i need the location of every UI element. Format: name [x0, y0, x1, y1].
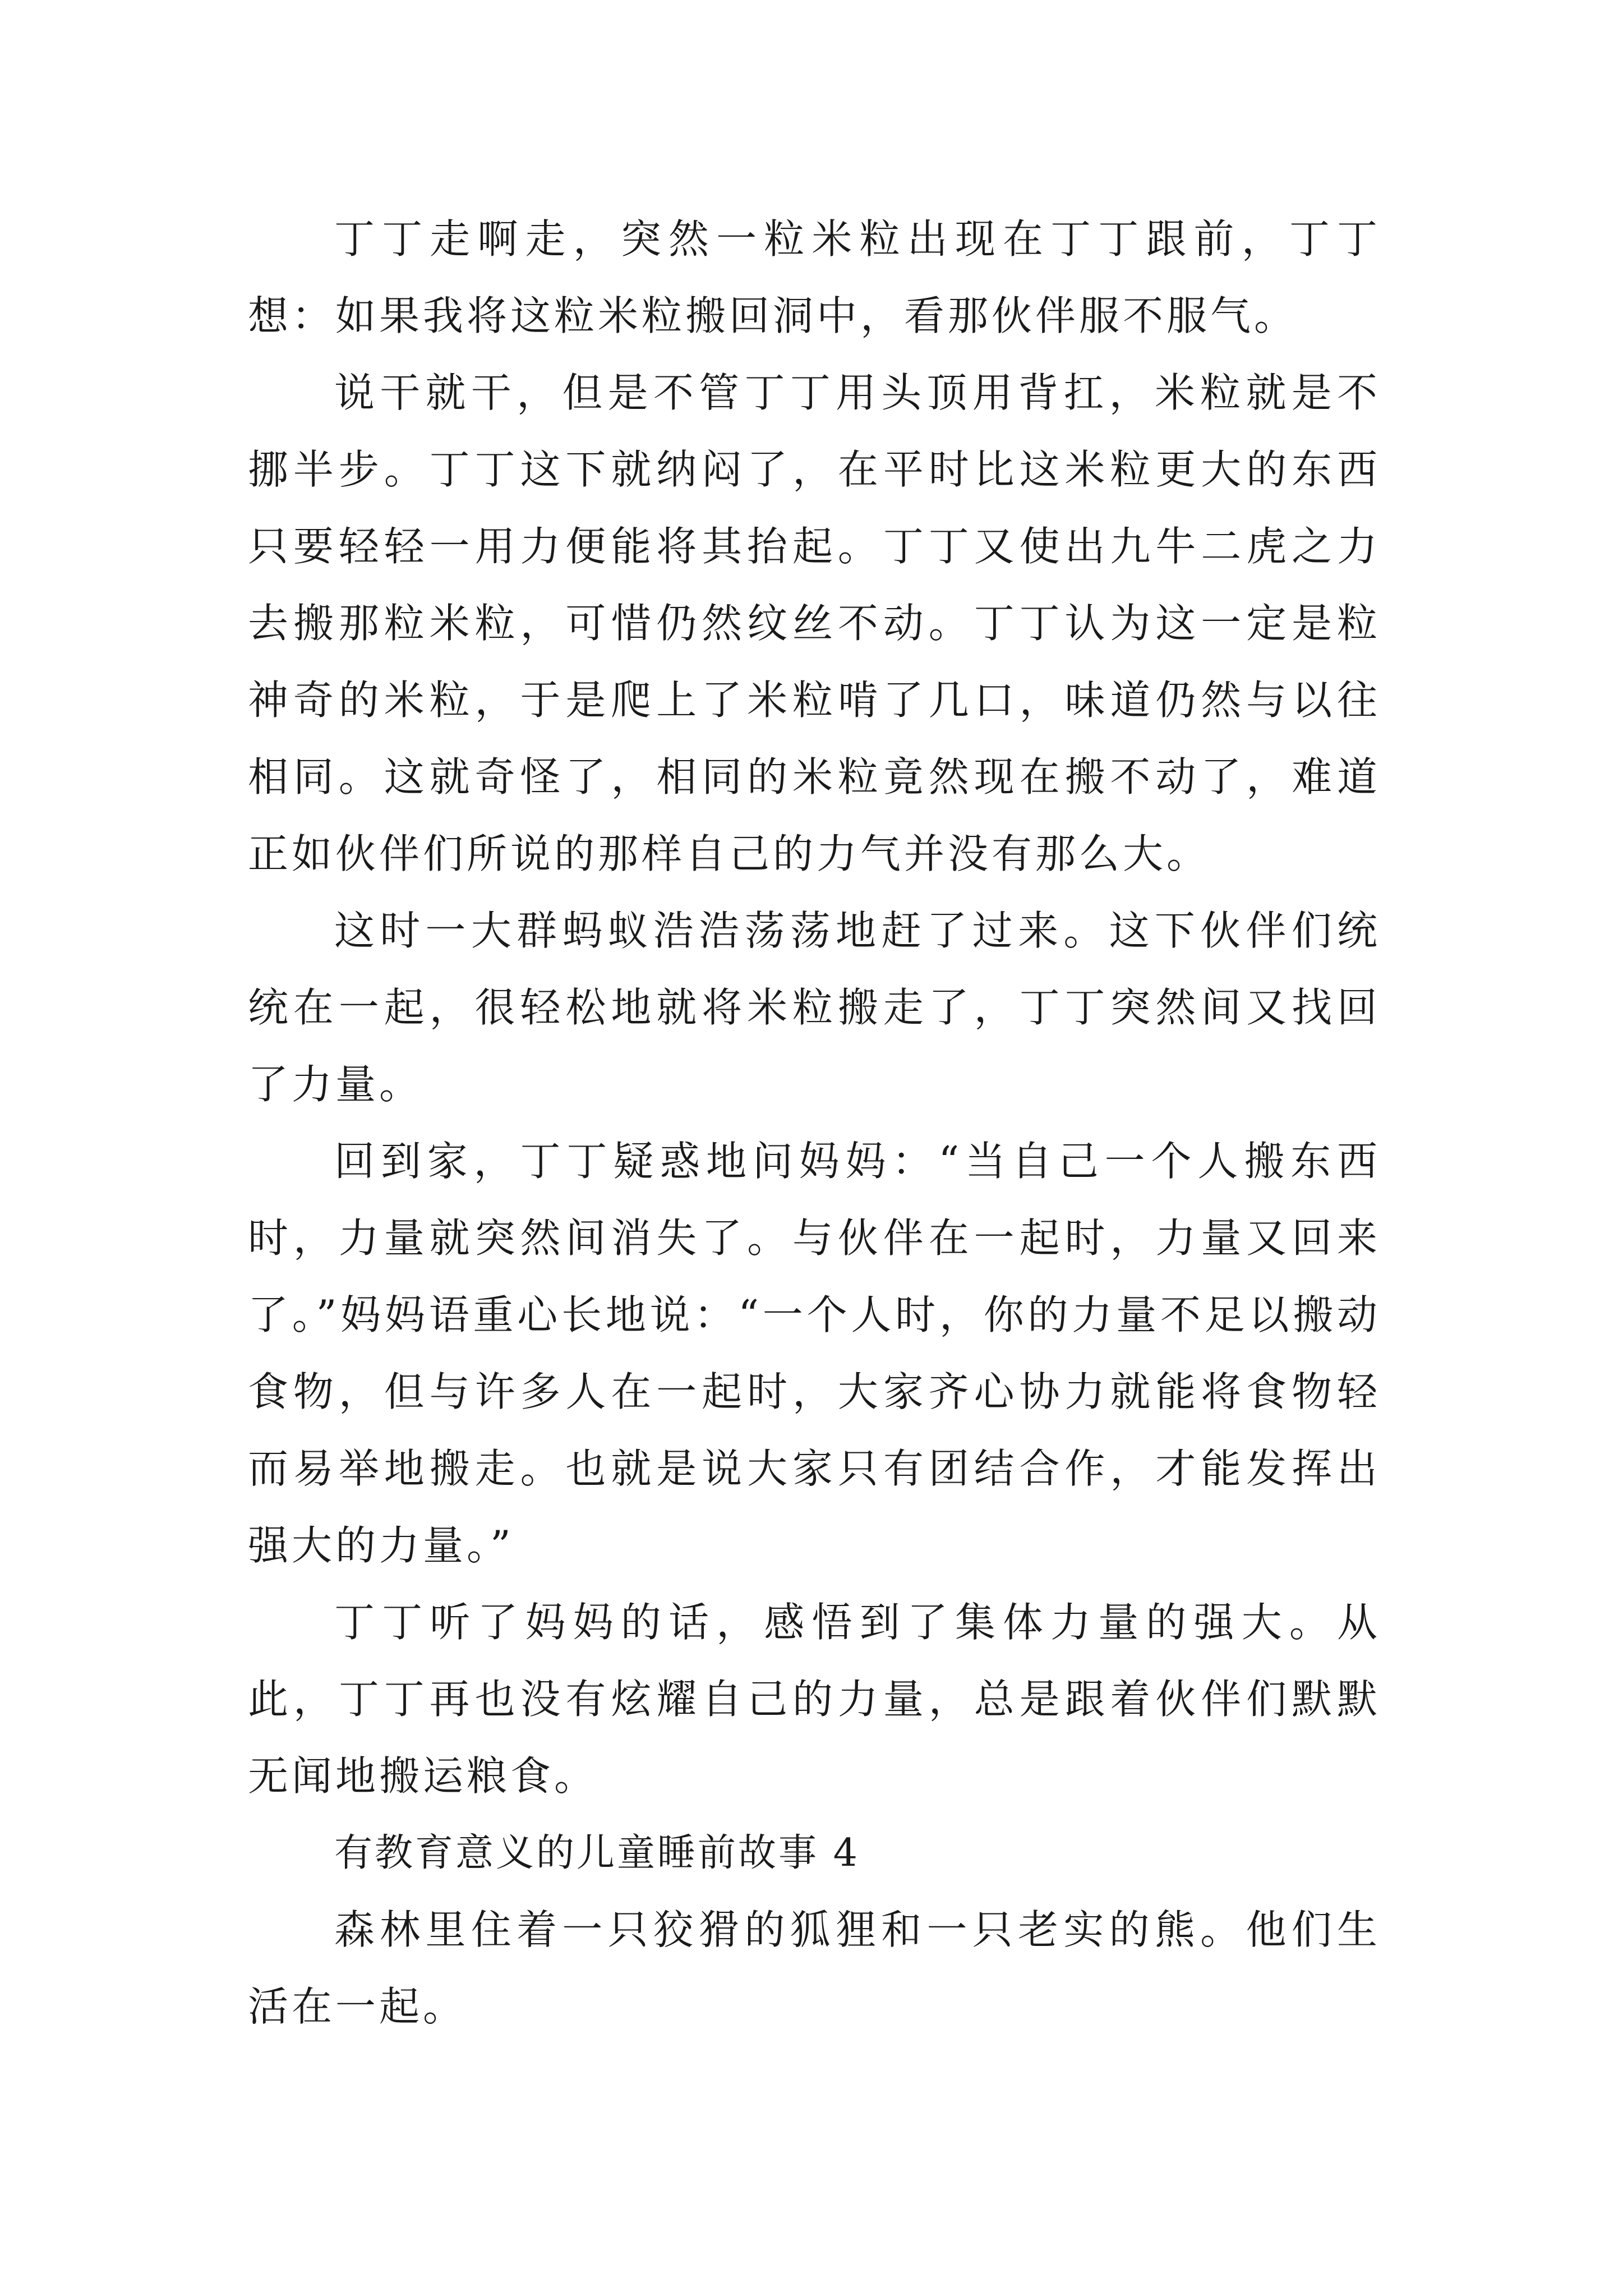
paragraph-4: 回到家，丁丁疑惑地问妈妈：“当自己一个人搬东西时，力量就突然间消失了。与伙伴在一起时，力量又回来了。”妈妈语重心长地说：“一个人时，你的力量不足以搬动食物，但与许多人在一起时，大家齐心协力就能将食物轻而易举地搬走。也就是说大家只有团结合作，才能发挥出强大的力量。”: [248, 1138, 1381, 1569]
paragraph-3: 这时一大群蚂蚁浩浩荡荡地赶了过来。这下伙伴们统统在一起，很轻松地就将米粒搬走了，丁丁突然间又找回了力量。: [248, 907, 1381, 1108]
paragraph-6: 森林里住着一只狡猾的狐狸和一只老实的熊。他们生活在一起。: [248, 1906, 1381, 2030]
paragraph-5: 丁丁听了妈妈的话，感悟到了集体力量的强大。从此，丁丁再也没有炫耀自己的力量，总是跟着伙伴们默默无闻地搬运粮食。: [248, 1599, 1381, 1800]
story-text: [248, 201, 1381, 2045]
section-heading: 有教育意义的儿童睡前故事 4: [334, 1831, 860, 1875]
paragraph-2: 说干就干，但是不管丁丁用头顶用背扛，米粒就是不挪半步。丁丁这下就纳闷了，在平时比这米粒更大的东西只要轻轻一用力便能将其抬起。丁丁又使出九牛二虎之力去搬那粒米粒，可惜仍然纹丝不动。丁丁认为这一定是粒神奇的米粒，于是爬上了米粒啃了几口，味道仍然与以往相同。这就奇怪了，相同的米粒竟然现在搬不动了，难道正如伙伴们所说的那样自己的力气并没有那么大。: [248, 369, 1381, 877]
paragraph-1: 丁丁走啊走，突然一粒米粒出现在丁丁跟前，丁丁想：如果我将这粒米粒搬回洞中，看那伙伴服不服气。: [248, 215, 1381, 339]
